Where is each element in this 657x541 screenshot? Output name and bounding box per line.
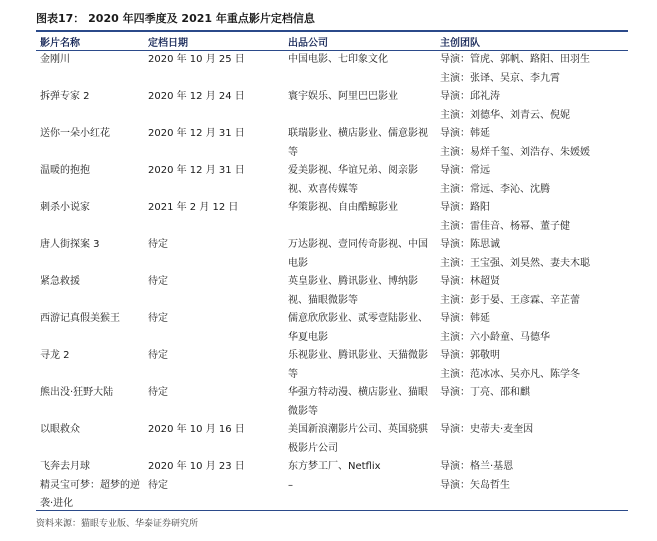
production-company: 寰宇娱乐、阿里巴巴影业 [288, 91, 398, 102]
film-name: 拆弹专家 2 [40, 91, 90, 102]
figure-number: 图表17： [36, 12, 85, 25]
header-team: 主创团队 [440, 38, 480, 49]
team-director: 导演：林超贤 [440, 276, 500, 287]
release-date: 2021 年 2 月 12 日 [148, 202, 239, 213]
production-company: 华强方特动漫、横店影业、猫眼微影等 [288, 387, 428, 417]
team-cast: 主演：六小龄童、马德华 [440, 331, 550, 343]
team-cast: 主演：张译、吴京、李九霄 [440, 72, 560, 84]
team-cast: 主演：常远、李沁、沈腾 [440, 183, 550, 195]
film-name: 精灵宝可梦：超梦的逆袭·进化 [40, 479, 140, 509]
film-name: 温暖的抱抱 [40, 165, 90, 176]
release-date: 待定 [148, 350, 168, 361]
team-cast: 主演：彭于晏、王彦霖、辛芷蕾 [440, 294, 580, 306]
production-company: 万达影视、壹同传奇影视、中国电影 [288, 239, 428, 269]
team-cast: 主演：易烊千玺、刘浩存、朱媛媛 [440, 146, 590, 158]
release-date: 2020 年 12 月 24 日 [148, 91, 245, 102]
team-director: 导演：格兰·基恩 [440, 461, 514, 472]
source-note: 资料来源：猫眼专业版、华泰证券研究所 [36, 519, 199, 529]
release-date: 待定 [148, 239, 168, 250]
release-date: 2020 年 12 月 31 日 [148, 165, 245, 176]
team-director: 导演：韩延 [440, 313, 490, 324]
production-company: 中国电影、七印象文化 [288, 54, 388, 65]
film-name: 以眼救众 [40, 424, 80, 435]
film-name: 西游记真假美猴王 [40, 313, 120, 324]
top-rule [36, 30, 628, 32]
team-director: 导演：陈思诚 [440, 239, 500, 250]
release-date: 待定 [148, 387, 168, 398]
header-name: 影片名称 [40, 38, 80, 49]
film-name: 寻龙 2 [40, 350, 70, 361]
team-director: 导演：韩延 [440, 128, 490, 139]
film-name: 送你一朵小红花 [40, 128, 110, 139]
production-company: 英皇影业、腾讯影业、博纳影视、猫眼微影等 [288, 276, 418, 306]
release-date: 待定 [148, 276, 168, 287]
production-company: 华策影视、自由酷鲸影业 [288, 202, 398, 213]
team-director: 导演：丁亮、邵和麒 [440, 387, 530, 398]
production-company: 联瑞影业、横店影业、儒意影视等 [288, 128, 428, 158]
film-name: 金刚川 [40, 54, 70, 65]
production-company: 乐视影业、腾讯影业、天猫微影等 [288, 350, 428, 380]
team-director: 导演：路阳 [440, 202, 490, 213]
team-cast: 主演：雷佳音、杨幂、董子健 [440, 220, 570, 232]
team-cast: 主演：王宝强、刘昊然、妻夫木聪 [440, 257, 590, 269]
release-date: 待定 [148, 479, 168, 491]
team-cast: 主演：范冰冰、吴亦凡、陈学冬 [440, 368, 580, 380]
film-name: 紧急救援 [40, 276, 80, 287]
figure-title [36, 10, 315, 26]
production-company: 儒意欣欣影业、贰零壹陆影业、华夏电影 [288, 313, 428, 343]
header-company: 出品公司 [288, 38, 328, 49]
figure-title-text: 2020 年四季度及 2021 年重点影片定档信息 [88, 12, 315, 25]
team-cast: 主演：刘德华、刘青云、倪妮 [440, 109, 570, 121]
release-date: 2020 年 10 月 25 日 [148, 54, 245, 65]
production-company: – [288, 479, 293, 491]
production-company: 东方梦工厂、Netflix [288, 461, 381, 472]
header-date: 定档日期 [148, 38, 188, 49]
team-director: 导演：史蒂夫·麦奎因 [440, 424, 534, 435]
release-date: 2020 年 12 月 31 日 [148, 128, 245, 139]
team-director: 导演：常远 [440, 165, 490, 176]
film-name: 飞奔去月球 [40, 461, 90, 472]
film-name: 唐人街探案 3 [40, 239, 100, 250]
team-director: 导演：邱礼涛 [440, 91, 500, 102]
release-date: 待定 [148, 313, 168, 324]
release-date: 2020 年 10 月 16 日 [148, 424, 245, 435]
production-company: 爱美影视、华谊兄弟、阅亲影视、欢喜传媒等 [288, 165, 418, 195]
bottom-rule [36, 510, 628, 511]
team-director: 导演：矢岛哲生 [440, 479, 510, 491]
film-name: 刺杀小说家 [40, 202, 90, 213]
team-director: 导演：郭敬明 [440, 350, 500, 361]
film-name: 熊出没·狂野大陆 [40, 387, 114, 398]
production-company: 美国新浪潮影片公司、英国骁骐极影片公司 [288, 424, 428, 454]
team-director: 导演：管虎、郭帆、路阳、田羽生 [440, 54, 590, 65]
release-date: 2020 年 10 月 23 日 [148, 461, 245, 472]
